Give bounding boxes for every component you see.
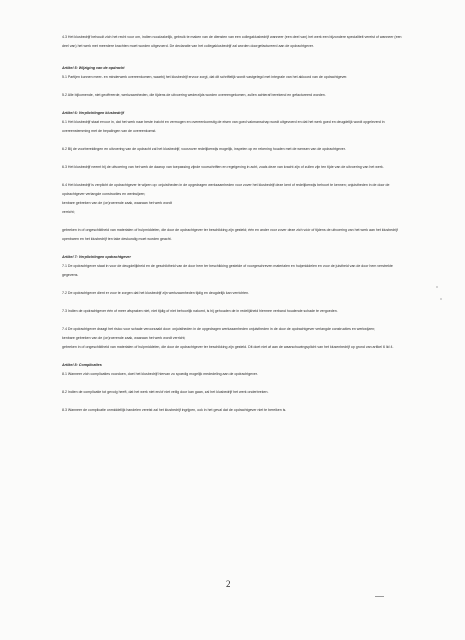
paragraph-6-4-item-end: verricht; [62, 210, 75, 214]
paragraph-6-2: 6.2 Bij de voorbereidingen en uitvoering van de opdracht zal het klusbedrijf, voorzover redelijkerwijs mogelijk, inspelen op en rekening houden met de wensen van de opdrachtgever. [62, 147, 346, 151]
paragraph-7-3: 7.3 Indien de opdrachtgever één of meer afspraken niet, niet tijdig of niet behoorlijk nakomt, is hij gehouden de in redelijkheid hiermee verband houdende schade te vergoeden. [62, 309, 338, 313]
paragraph-6-4-item: kenbare gebreken van de (on)roerende zaak, waaraan het werk wordt [62, 201, 172, 205]
paragraph-8-2: 8.2 Indien de complicatie tot gevolg heeft, dat het werk niet en/of niet veilig door kan gaan, zal het klusbedrijf het werk onderbreken. [62, 390, 269, 394]
heading-artikel-7: Artikel 7: Verplichtingen opdrachtgever [62, 255, 131, 259]
heading-artikel-8: Artikel 8: Complicaties [62, 363, 102, 367]
scan-mark [375, 596, 384, 597]
page-number: 2 [226, 579, 231, 589]
paragraph-5-2: 5.2 Alle bijkomende, niet geoffreerde, werkzaamheden, die tijdens de uitvoering wederzijds worden overeengekomen, zullen achteraf berekend en gefactureerd worden. [62, 93, 326, 97]
paragraph-7-2: 7.2 De opdrachtgever dient er voor te zorgen dat het klusbedrijf zijn werkzaamheden tijdig en deugdelijk kan verrichten. [62, 291, 250, 295]
paragraph-7-4-item: kenbare gebreken van de (on)roerende zaak, waaraan het werk wordt verricht; [62, 336, 186, 340]
paragraph-6-3: 6.3 Het klusbedrijf neemt bij de uitvoering van het werk de daarop van toepassing zijnde voorschriften en regelgeving in acht, zoals deze van kracht zijn of zullen zijn ten tijde van de uitvoering van het werk. [62, 165, 384, 169]
paragraph-6-1: 6.1 Het klusbedrijf staat ervoor in, dat het werk naar beste inzicht en vermogen en overeenkomstig de eisen van goed vakmanschap wordt uitgevoerd en dat het werk goed en deugdelijk wordt opgeleverd in overeenstemming met de bepalingen van de overeenkomst. [62, 120, 385, 133]
document-body [62, 33, 407, 415]
paragraph-7-1: 7.1 De opdrachtgever staat in voor de deugdelijkheid en de geschiktheid van de door hem ter beschikking gestelde of voorgeschreven materialen en hulpmiddelen en voor de juistheid van de door hem verstrekte gegevens. [62, 264, 393, 277]
scan-speck [440, 298, 442, 300]
paragraph-6-4: 6.4 Het klusbedrijf is verplicht de opdrachtgever te wijzen op: onjuistheden in de opgedragen werkzaamheden voor zover het klusbedrijf deze kent of redelijkerwijs behoort te kennen; onjuistheden in de door de opdrachtgever verlangde constructies en werkwijzen; [62, 183, 390, 196]
paragraph-4-3: 4.3 Het klusbedrijf behoudt zich het recht voor om, indien noodzakelijk, gebruik te maken van de diensten van een collegaklusbedrijf wanneer (een deel van) het werk een bijzondere specialiteit vereist of wanneer (een deel van) het werk met meerdere krachten moet worden uitgevoerd. De declaratie van het collegaklusbedrijf zal worden doorgefactureerd aan de opdrachtgever. [62, 35, 402, 48]
paragraph-7-4: 7.4 De opdrachtgever draagt het risico voor schade veroorzaakt door: onjuistheden in de opgedragen werkzaamheden onjuistheden in de door de opdrachtgever verlangde constructies en werkwijzen; [62, 327, 376, 331]
paragraph-8-1: 8.1 Wanneer zich complicaties voordoen, doet het klusbedrijf hiervan zo spoedig mogelijk mededeling aan de opdrachtgever. [62, 372, 258, 376]
heading-artikel-6: Artikel 6: Verplichtingen klusbedrijf [62, 111, 124, 115]
paragraph-6-4-gebreken: gebreken in of ongeschiktheid van materialen of hulpmiddelen, die door de opdrachtgever ter beschikking zijn gesteld; één en ander voor zover deze zich vóór of tijdens de uitvoering van het werk aan het klusbedrijf openbaren en het klusbedrijf ten take deskundig moet worden geacht. [62, 228, 398, 241]
paragraph-7-4-gebreken: gebreken in of ongeschiktheid van materialen of hulpmiddelen, die door de opdrachtgever ter beschikking zijn gesteld. Dit doet niet af aan de waarschuwingsplicht van het klusenbedrijf op grond van artikel 6 lid 4. [62, 345, 394, 349]
paragraph-5-1: 5.1 Partijen kunnen meer- en minderwerk overeenkomen, waarbij het klusbedrijf ervoor zorgt, dat dit schriftelijk wordt vastgelegd met integrale van het akkoord van de opdrachtgever. [62, 75, 348, 79]
heading-artikel-5: Artikel 5: Wijziging van de opdracht [62, 66, 125, 70]
paragraph-8-3: 8.3 Wanneer de complicatie onmiddellijk handelen vereist zal het klusbedrijf ingrijpen, ook in het geval dat de opdrachtgever niet te bereiken is. [62, 408, 287, 412]
scan-speck [436, 286, 438, 288]
